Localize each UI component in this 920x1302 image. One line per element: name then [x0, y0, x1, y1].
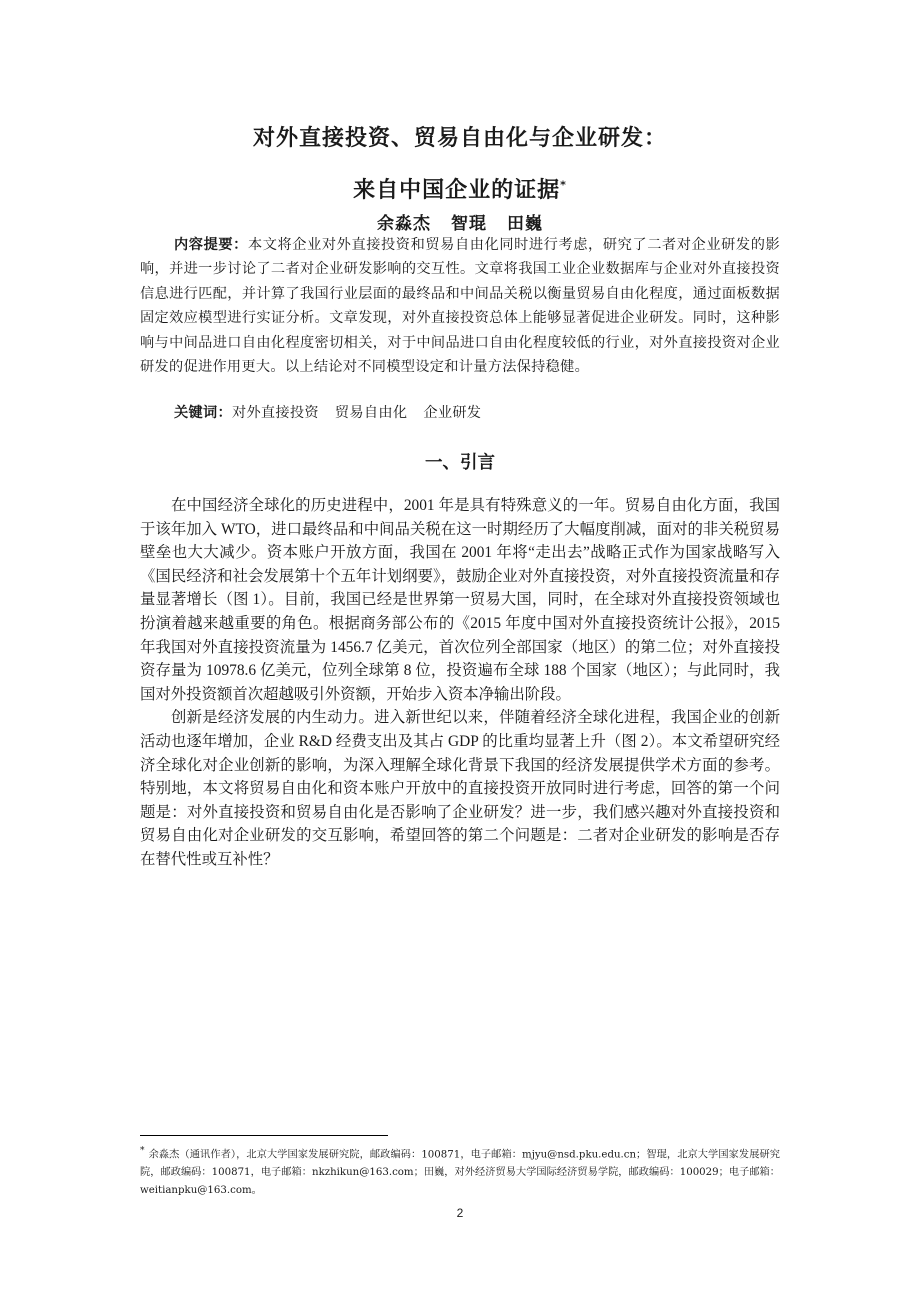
abstract — [140, 233, 780, 379]
title-line-2 — [140, 173, 780, 204]
abstract-label: 内容提要： — [174, 237, 248, 253]
title-line-2-text: 来自中国企业的证据 — [353, 178, 561, 203]
author-3: 田巍 — [507, 214, 543, 234]
footnote-divider — [140, 1135, 388, 1136]
author-2: 智琨 — [451, 214, 487, 234]
title-footnote-mark: * — [560, 178, 567, 192]
title-line-1: 对外直接投资、贸易自由化与企业研发： — [252, 126, 667, 151]
footnote — [140, 1142, 780, 1200]
body-text — [140, 494, 780, 872]
abstract-text: 本文将企业对外直接投资和贸易自由化同时进行考虑，研究了二者对企业研发的影响，并进一步讨论了二者对企业研发影响的交互性。文章将我国工业企业数据库与企业对外直接投资信息进行匹配，并计算了我国行业层面的最终品和中间品关税以衡量贸易自由化程度，通过面板数据固定效应模型进行实证分析。文章发现，对外直接投资总体上能够显著促进企业研发。同时，这种影响与中间品进口自由化程度密切相关，对于中间品进口自由化程度较低的行业，对外直接投资对企业研发的促进作用更大。以上结论对不同模型设定和计量方法保持稳健。 — [140, 237, 780, 376]
keywords-label: 关键词： — [174, 405, 232, 421]
footnote-text: 余淼杰（通讯作者），北京大学国家发展研究院，邮政编码：100871，电子邮箱：mjyu@nsd.pku.edu.cn；智琨，北京大学国家发展研究院，邮政编码：100871，电子邮箱：nkzhikun@163.com；田巍，对外经济贸易大学国际经济贸易学院，邮政编码：100029；电子邮箱：weitianpku@163.com。 — [140, 1149, 780, 1197]
footnote-mark: * — [140, 1146, 145, 1156]
author-1: 余淼杰 — [377, 214, 431, 234]
keyword-1: 对外直接投资 — [231, 405, 319, 421]
keyword-2: 贸易自由化 — [334, 405, 408, 421]
keywords — [140, 401, 780, 425]
paragraph-1: 在中国经济全球化的历史进程中，2001 年是具有特殊意义的一年。贸易自由化方面，我国于该年加入 WTO，进口最终品和中间品关税在这一时期经历了大幅度削减，面对的非关税贸易壁垒也大大减少。资本账户开放方面，我国在 2001 年将“走出去”战略正式作为国家战略写入《国民经济和社会发展第十个五年计划纲要》，鼓励企业对外直接投资，对外直接投资流量和存量显著增长（图 1）。目前，我国已经是世界第一贸易大国，同时，在全球对外直接投资领域也扮演着越来越重要的角色。根据商务部公布的《2015 年度中国对外直接投资统计公报》，2015 年我国对外直接投资流量为 1456.7 亿美元，首次位列全部国家（地区）的第二位；对外直接投资存量为 10978.6 亿美元，位列全球第 8 位，投资遍布全球 188 个国家（地区）；与此同时，我国对外投资额首次超越吸引外资额，开始步入资本净输出阶段。 — [140, 497, 780, 703]
page-number: 2 — [456, 1206, 464, 1220]
author-list — [140, 209, 780, 234]
keyword-3: 企业研发 — [423, 405, 482, 421]
paragraph-2: 创新是经济发展的内生动力。进入新世纪以来，伴随着经济全球化进程，我国企业的创新活动也逐年增加，企业 R&D 经费支出及其占 GDP 的比重均显著上升（图 2）。本文希望研究经济全球化对企业创新的影响，为深入理解全球化背景下我国的经济发展提供学术方面的参考。特别地，本文将贸易自由化和资本账户开放中的直接投资开放同时进行考虑，回答的第一个问题是：对外直接投资和贸易自由化是否影响了企业研发？进一步，我们感兴趣对外直接投资和贸易自由化对企业研发的交互影响，希望回答的第二个问题是：二者对企业研发的影响是否存在替代性或互补性？ — [140, 709, 780, 868]
section-heading: 一、引言 — [425, 453, 495, 473]
